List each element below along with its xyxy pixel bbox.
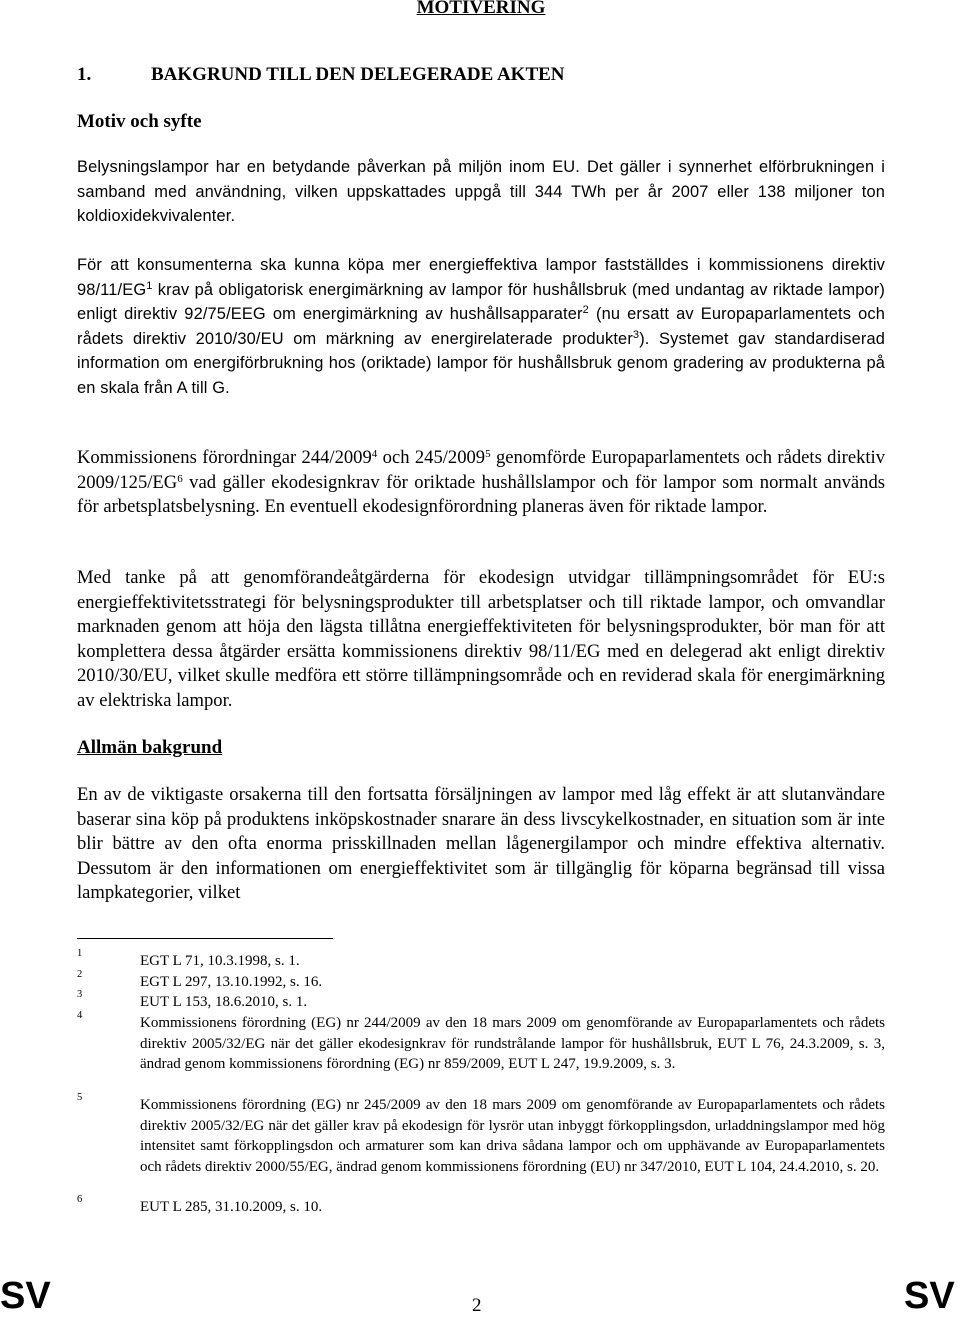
document-title: MOTIVERING	[416, 0, 546, 18]
paragraph-4: Med tanke på att genomförandeåtgärderna för ekodesign utvidgar tillämpningsområdet för EU:s energieffektivitetsstrategi för belysningsprodukter till arbetsplatser och till riktade lampor, och omvandlar marknaden genom att höja den lägsta tillåtna energieffektiviteten för belysningsprodukter, bör man för att komplettera dessa åtgärder ersätta kommissionens direktiv 98/11/EG med en delegerad akt enligt direktiv 2010/30/EU, vilket skulle medföra ett större tillämpningsområde och en reviderad skala för energimärkning av elektriska lampor.	[77, 567, 885, 711]
footnote-separator	[77, 938, 333, 939]
footnote-5	[77, 1092, 885, 1177]
footnote-text: EUT L 153, 18.6.2010, s. 1.	[140, 994, 308, 1010]
footnote-number: 4	[77, 1010, 83, 1021]
footnote-1	[77, 948, 885, 972]
footer-language-left: SV	[0, 1275, 51, 1317]
footnote-ref-4: 4	[371, 448, 378, 460]
footnote-ref-5: 5	[485, 448, 491, 460]
section-number: 1.	[77, 64, 92, 85]
footnote-4	[77, 1010, 885, 1075]
footnote-ref-6: 6	[177, 472, 183, 485]
subheading-allman-bakgrund: Allmän bakgrund	[77, 737, 223, 758]
paragraph-2: För att konsumenterna ska kunna köpa mer energieffektiva lampor fastställdes i kommissionens direktiv $98/11/EG^1$ krav på obligatorisk energimärkning av lampor för hushållsbruk (med undantag av riktade lampor) enligt direktiv 92/75/EEG om energimärkning av hushållsapparater$^2$ (nu ersatt av Europaparlamentets och rådets direktiv 2010/30/EU om märkning av energirelaterade produkter$^3$). Systemet gav standardiserad information om energiförbrukning hos (oriktade) lampor för hushållsbruk genom gradering av produkterna på en skala från A till G.	[77, 256, 885, 397]
footnote-text: Kommissionens förordning (EG) nr 245/2009 av den 18 mars 2009 om genomförande av Europaparlamentets och rådets direktiv 2005/32/EG när det gäller krav på ekodesign för lysrör utan inbyggt förkopplingsdon, urladdningslampor med hög intensitet samt förkopplingsdon och armaturer som kan driva sådana lampor och om upphävande av Europaparlamentets och rådets direktiv 2000/55/EG, ändrad genom kommissionens förordning (EU) nr 347/2010, EUT L 104, 24.4.2010, s. 20.	[140, 1097, 885, 1175]
subheading-motiv: Motiv och syfte	[77, 111, 202, 132]
page-number: 2	[472, 1295, 482, 1316]
footnote-number: 5	[77, 1092, 83, 1103]
footnote-6	[77, 1194, 885, 1218]
footnote-2	[77, 969, 885, 993]
footnote-number: 2	[77, 969, 83, 980]
footnote-number: 1	[77, 948, 83, 959]
paragraph-5: En av de viktigaste orsakerna till den fortsatta försäljningen av lampor med låg effekt är att slutanvändare baserar sina köp på produktens inköpskostnader snarare än dess livscykelkostnader, en situation som är inte blir bättre av den ofta enorma prisskillnaden mellan lågenergilampor och mindre effektiva alternativ. Dessutom är den informationen om energieffektivitet som är tillgänglig för köparna begränsad till vissa lampkategorier, vilket	[77, 784, 885, 903]
footnote-ref-2: 2	[582, 304, 589, 316]
footnote-number: 3	[77, 989, 83, 1000]
footnote-number: 6	[77, 1194, 83, 1205]
footer-language-right: SV	[904, 1275, 955, 1317]
paragraph-3: Kommissionens förordningar 244/2009$^4$ och 245/2009$^5$ genomförde Europaparlamentets och rådets direktiv $2009/125/EG^6$ vad gäller ekodesignkrav för oriktade hushållslampor och för lampor som normalt används för arbetsplatsbelysning. En eventuell ekodesignförordning planeras även för riktade lampor.	[77, 447, 886, 517]
footnote-text: EGT L 297, 13.10.1992, s. 16.	[140, 974, 323, 990]
paragraph-1: Belysningslampor har en betydande påverkan på miljön inom EU. Det gäller i synnerhet elförbrukningen i samband med användning, vilken uppskattades uppgå till 344 TWh per år 2007 eller 138 miljoner ton koldioxidekvivalenter.	[77, 158, 885, 225]
section-title: BAKGRUND TILL DEN DELEGERADE AKTEN	[151, 64, 565, 85]
section-heading	[77, 63, 565, 87]
footnote-ref-1: 1	[146, 279, 153, 292]
footnote-text: EUT L 285, 31.10.2009, s. 10.	[140, 1199, 323, 1215]
footnote-3	[77, 989, 885, 1013]
footnote-text: Kommissionens förordning (EG) nr 244/2009 av den 18 mars 2009 om genomförande av Europaparlamentets och rådets direktiv 2005/32/EG när det gäller ekodesignkrav för rundstrålande lampor för hushållsbruk, EUT L 76, 24.3.2009, s. 3, ändrad genom kommissionens förordning (EG) nr 859/2009, EUT L 247, 19.9.2009, s. 3.	[140, 1015, 885, 1072]
footnote-text: EGT L 71, 10.3.1998, s. 1.	[140, 953, 300, 969]
footnote-ref-3: 3	[632, 328, 640, 341]
